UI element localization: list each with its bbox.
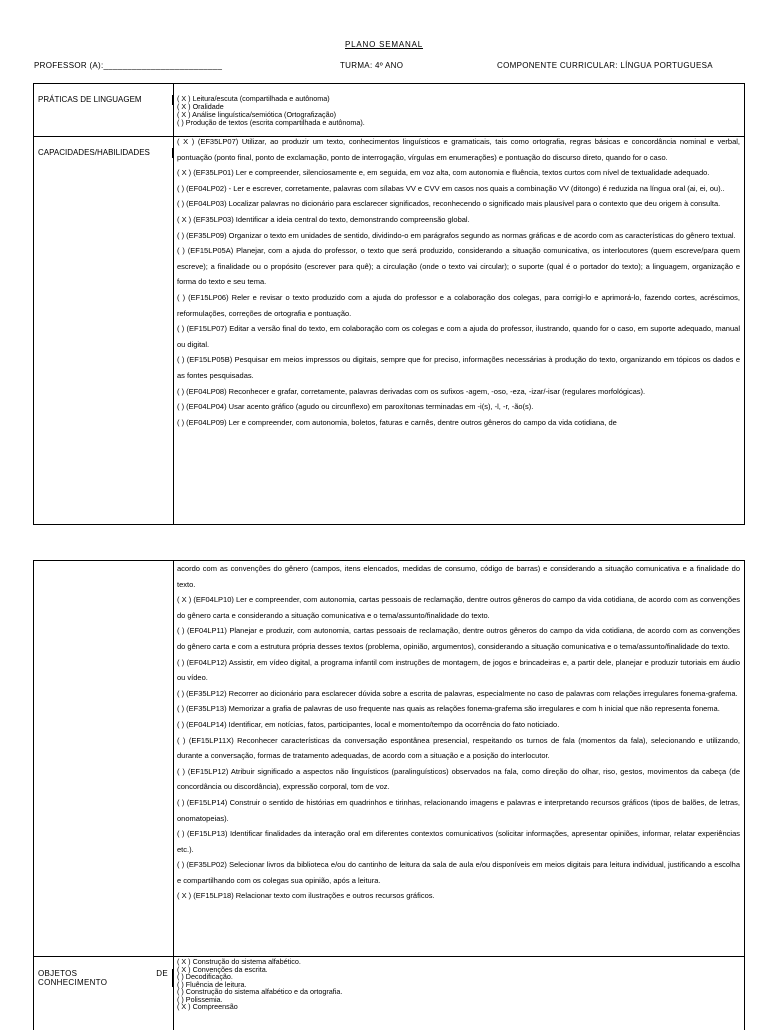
skill-item: ( ) (EF04LP02) - Ler e escrever, corretamente, palavras com sílabas VV e CVV em casos nos quais a combinação VV (ditongo) é reduzida na língua oral (ai, ei, ou).. bbox=[177, 183, 725, 193]
turma-field: TURMA: 4º ANO bbox=[340, 61, 404, 70]
objetos-label-word: DE bbox=[156, 969, 168, 978]
page-title: PLANO SEMANAL bbox=[345, 40, 423, 49]
objeto-item: ( X ) Construção do sistema alfabético. bbox=[177, 958, 301, 966]
skill-item: ( ) (EF04LP09) Ler e compreender, com autonomia, boletos, faturas e carnês, dentre outros gêneros do campo da vida cotidiana, de bbox=[177, 417, 617, 427]
skill-item: ( ) (EF35LP13) Memorizar a grafia de palavras de uso frequente nas quais as relações fonema-grafema são irregulares e com h inicial que não representa fonema. bbox=[177, 704, 720, 714]
objetos-label-word: OBJETOS bbox=[38, 969, 78, 978]
plan-table-part2 bbox=[33, 560, 745, 1030]
skill-item: ( ) (EF15LP11X) Reconhecer características da conversação espontânea presencial, respeitando os turnos de fala (momentos da fala), selecionando e utilizando, durante a conversação, formas de tratamento adequadas, de acordo com a situação e a posição do interlocutor. bbox=[177, 735, 740, 761]
plan-table-part1 bbox=[33, 83, 745, 525]
skill-item: ( ) (EF15LP07) Editar a versão final do texto, em colaboração com os colegas e com a ajuda do professor, ilustrando, quando for o caso, em suporte adequado, manual ou digital. bbox=[177, 324, 740, 349]
objeto-item: ( ) Decodificação. bbox=[177, 972, 233, 981]
skill-item: ( X ) (EF35LP03) Identificar a ideia central do texto, demonstrando compreensão global. bbox=[177, 214, 470, 224]
capacidades-list bbox=[174, 134, 744, 525]
skill-item: ( ) (EF15LP14) Construir o sentido de histórias em quadrinhos e tirinhas, relacionando imagens e palavras e interpretando recursos gráficos (tipos de balões, de letras, onomatopeias). bbox=[177, 797, 740, 823]
skill-item: ( ) (EF04LP03) Localizar palavras no dicionário para esclarecer significados, reconhecendo o significado mais plausível para o contexto que deu origem à consulta. bbox=[177, 199, 721, 209]
skill-item: ( ) (EF04LP14) Identificar, em notícias, fatos, participantes, local e momento/tempo da ocorrência do fato noticiado. bbox=[177, 719, 560, 729]
praticas-item: ( X ) Análise linguística/semiótica (Ortografização) bbox=[177, 110, 336, 119]
praticas-item: ( X ) Oralidade bbox=[177, 102, 224, 111]
skill-item: ( ) (EF04LP08) Reconhecer e grafar, corretamente, palavras derivadas com os sufixos -agem, -oso, -eza, -izar/-isar (regulares morfológicas). bbox=[177, 386, 646, 396]
praticas-list bbox=[174, 95, 744, 135]
skill-item: ( ) (EF04LP04) Usar acento gráfico (agudo ou circunflexo) em paroxítonas terminadas em -i(s), -l, -r, -ão(s). bbox=[177, 402, 534, 412]
skill-item: ( ) (EF35LP02) Selecionar livros da biblioteca e/ou do cantinho de leitura da sala de aula e/ou disponíveis em meios digitais para leitura individual, justificando a escolha e compartilhando com os colegas sua opinião, após a leitura. bbox=[177, 860, 740, 885]
objetos-label-word: CONHECIMENTO bbox=[38, 978, 108, 987]
praticas-item: ( ) Produção de textos (escrita compartilhada e autônoma). bbox=[177, 118, 365, 127]
skill-item: ( ) (EF35LP09) Organizar o texto em unidades de sentido, dividindo-o em parágrafos segundo as normas gráficas e de acordo com as características do gênero textual. bbox=[177, 230, 736, 240]
objeto-item: ( X ) Compreensão bbox=[177, 1002, 238, 1011]
skill-item: ( ) (EF15LP05A) Planejar, com a ajuda do professor, o texto que será produzido, considerando a situação comunicativa, os interlocutores (quem escreve/para quem escreve); a finalidade ou o propósito (escrever para quê); a circulação (onde o texto vai circular); o suporte (qual é o portador do texto); a linguagem, organização e forma do texto e seu tema. bbox=[177, 246, 740, 287]
objeto-item: ( X ) Convenções da escrita. bbox=[177, 964, 268, 974]
objeto-item: ( ) Polissemia. bbox=[177, 994, 223, 1004]
componente-field: COMPONENTE CURRICULAR: LÍNGUA PORTUGUESA bbox=[497, 61, 713, 70]
skill-item: ( ) (EF15LP13) Identificar finalidades da interação oral em diferentes contextos comunicativos (solicitar informações, apresentar opiniões, informar, relatar experiências etc.). bbox=[177, 829, 740, 854]
objeto-item: ( ) Fluência de leitura. bbox=[177, 979, 247, 989]
capacidades-label: CAPACIDADES/HABILIDADES bbox=[34, 148, 173, 158]
skill-item: ( X ) (EF15LP18) Relacionar texto com ilustrações e outros recursos gráficos. bbox=[177, 891, 435, 901]
skill-item: ( ) (EF35LP12) Recorrer ao dicionário para esclarecer dúvida sobre a escrita de palavras, especialmente no caso de palavras com relações irregulares fonema-grafema. bbox=[177, 688, 738, 698]
praticas-item: ( X ) Leitura/escuta (compartilhada e autônoma) bbox=[177, 95, 330, 103]
skill-item: acordo com as convenções do gênero (campos, itens elencados, medidas de consumo, código de barras) e considerando a situação comunicativa e a finalidade do texto. bbox=[177, 564, 740, 589]
objetos-list bbox=[174, 958, 744, 1028]
row-divider bbox=[34, 956, 744, 957]
skill-item: ( ) (EF15LP05B) Pesquisar em meios impressos ou digitais, sempre que for preciso, informações necessárias à produção do texto, organizando em tópicos os dados e as fontes pesquisadas. bbox=[177, 355, 740, 380]
skill-item: ( X ) (EF35LP01) Ler e compreender, silenciosamente e, em seguida, em voz alta, com autonomia e fluência, textos curtos com nível de textualidade adequado. bbox=[177, 168, 710, 178]
praticas-label: PRÁTICAS DE LINGUAGEM bbox=[34, 95, 173, 105]
skill-item: ( ) (EF04LP11) Planejar e produzir, com autonomia, cartas pessoais de reclamação, dentre outros gêneros do campo da vida cotidiana, de acordo com as convenções do gênero carta e com a estrutura própria desses textos (problema, opinião, argumentos), considerando a situação comunicativa e o tema/assunto/finalidade do texto. bbox=[177, 626, 740, 651]
objeto-item: ( ) Construção do sistema alfabético e da ortografia. bbox=[177, 987, 343, 996]
professor-field: PROFESSOR (A):_________________________ bbox=[34, 61, 223, 70]
skill-item: ( X ) (EF04LP10) Ler e compreender, com autonomia, cartas pessoais de reclamação, dentre outros gêneros do campo da vida cotidiana, de acordo com as convenções do gênero carta e considerando a situação comunicativa e o tema/assunto/finalidade do texto. bbox=[177, 595, 740, 620]
skill-item: ( ) (EF04LP12) Assistir, em vídeo digital, a programa infantil com instruções de montagem, de jogos e brincadeiras e, a partir dele, planejar e produzir tutoriais em áudio ou vídeo. bbox=[177, 657, 740, 683]
capacidades-list-continued bbox=[174, 561, 744, 957]
skill-item: ( ) (EF15LP12) Atribuir significado a aspectos não linguísticos (paralinguísticos) observados na fala, como direção do olhar, riso, gestos, movimentos da cabeça (de concordância ou discordância), expressão corporal, tom de voz. bbox=[177, 766, 740, 792]
skill-item: ( ) (EF15LP06) Reler e revisar o texto produzido com a ajuda do professor e a colaboração dos colegas, para corrigi-lo e aprimorá-lo, fazendo cortes, acréscimos, reformulações, correções de ortografia e pontuação. bbox=[177, 292, 740, 318]
skill-item: ( X ) (EF35LP07) Utilizar, ao produzir um texto, conhecimentos linguísticos e gramaticais, tais como ortografia, regras básicas e concordância nominal e verbal, pontuação (ponto final, ponto de exclamação, ponto de interrogação, vírgulas em enumerações) e pontuação do discurso direto, quando for o caso. bbox=[177, 137, 740, 162]
objetos-label bbox=[34, 969, 173, 987]
